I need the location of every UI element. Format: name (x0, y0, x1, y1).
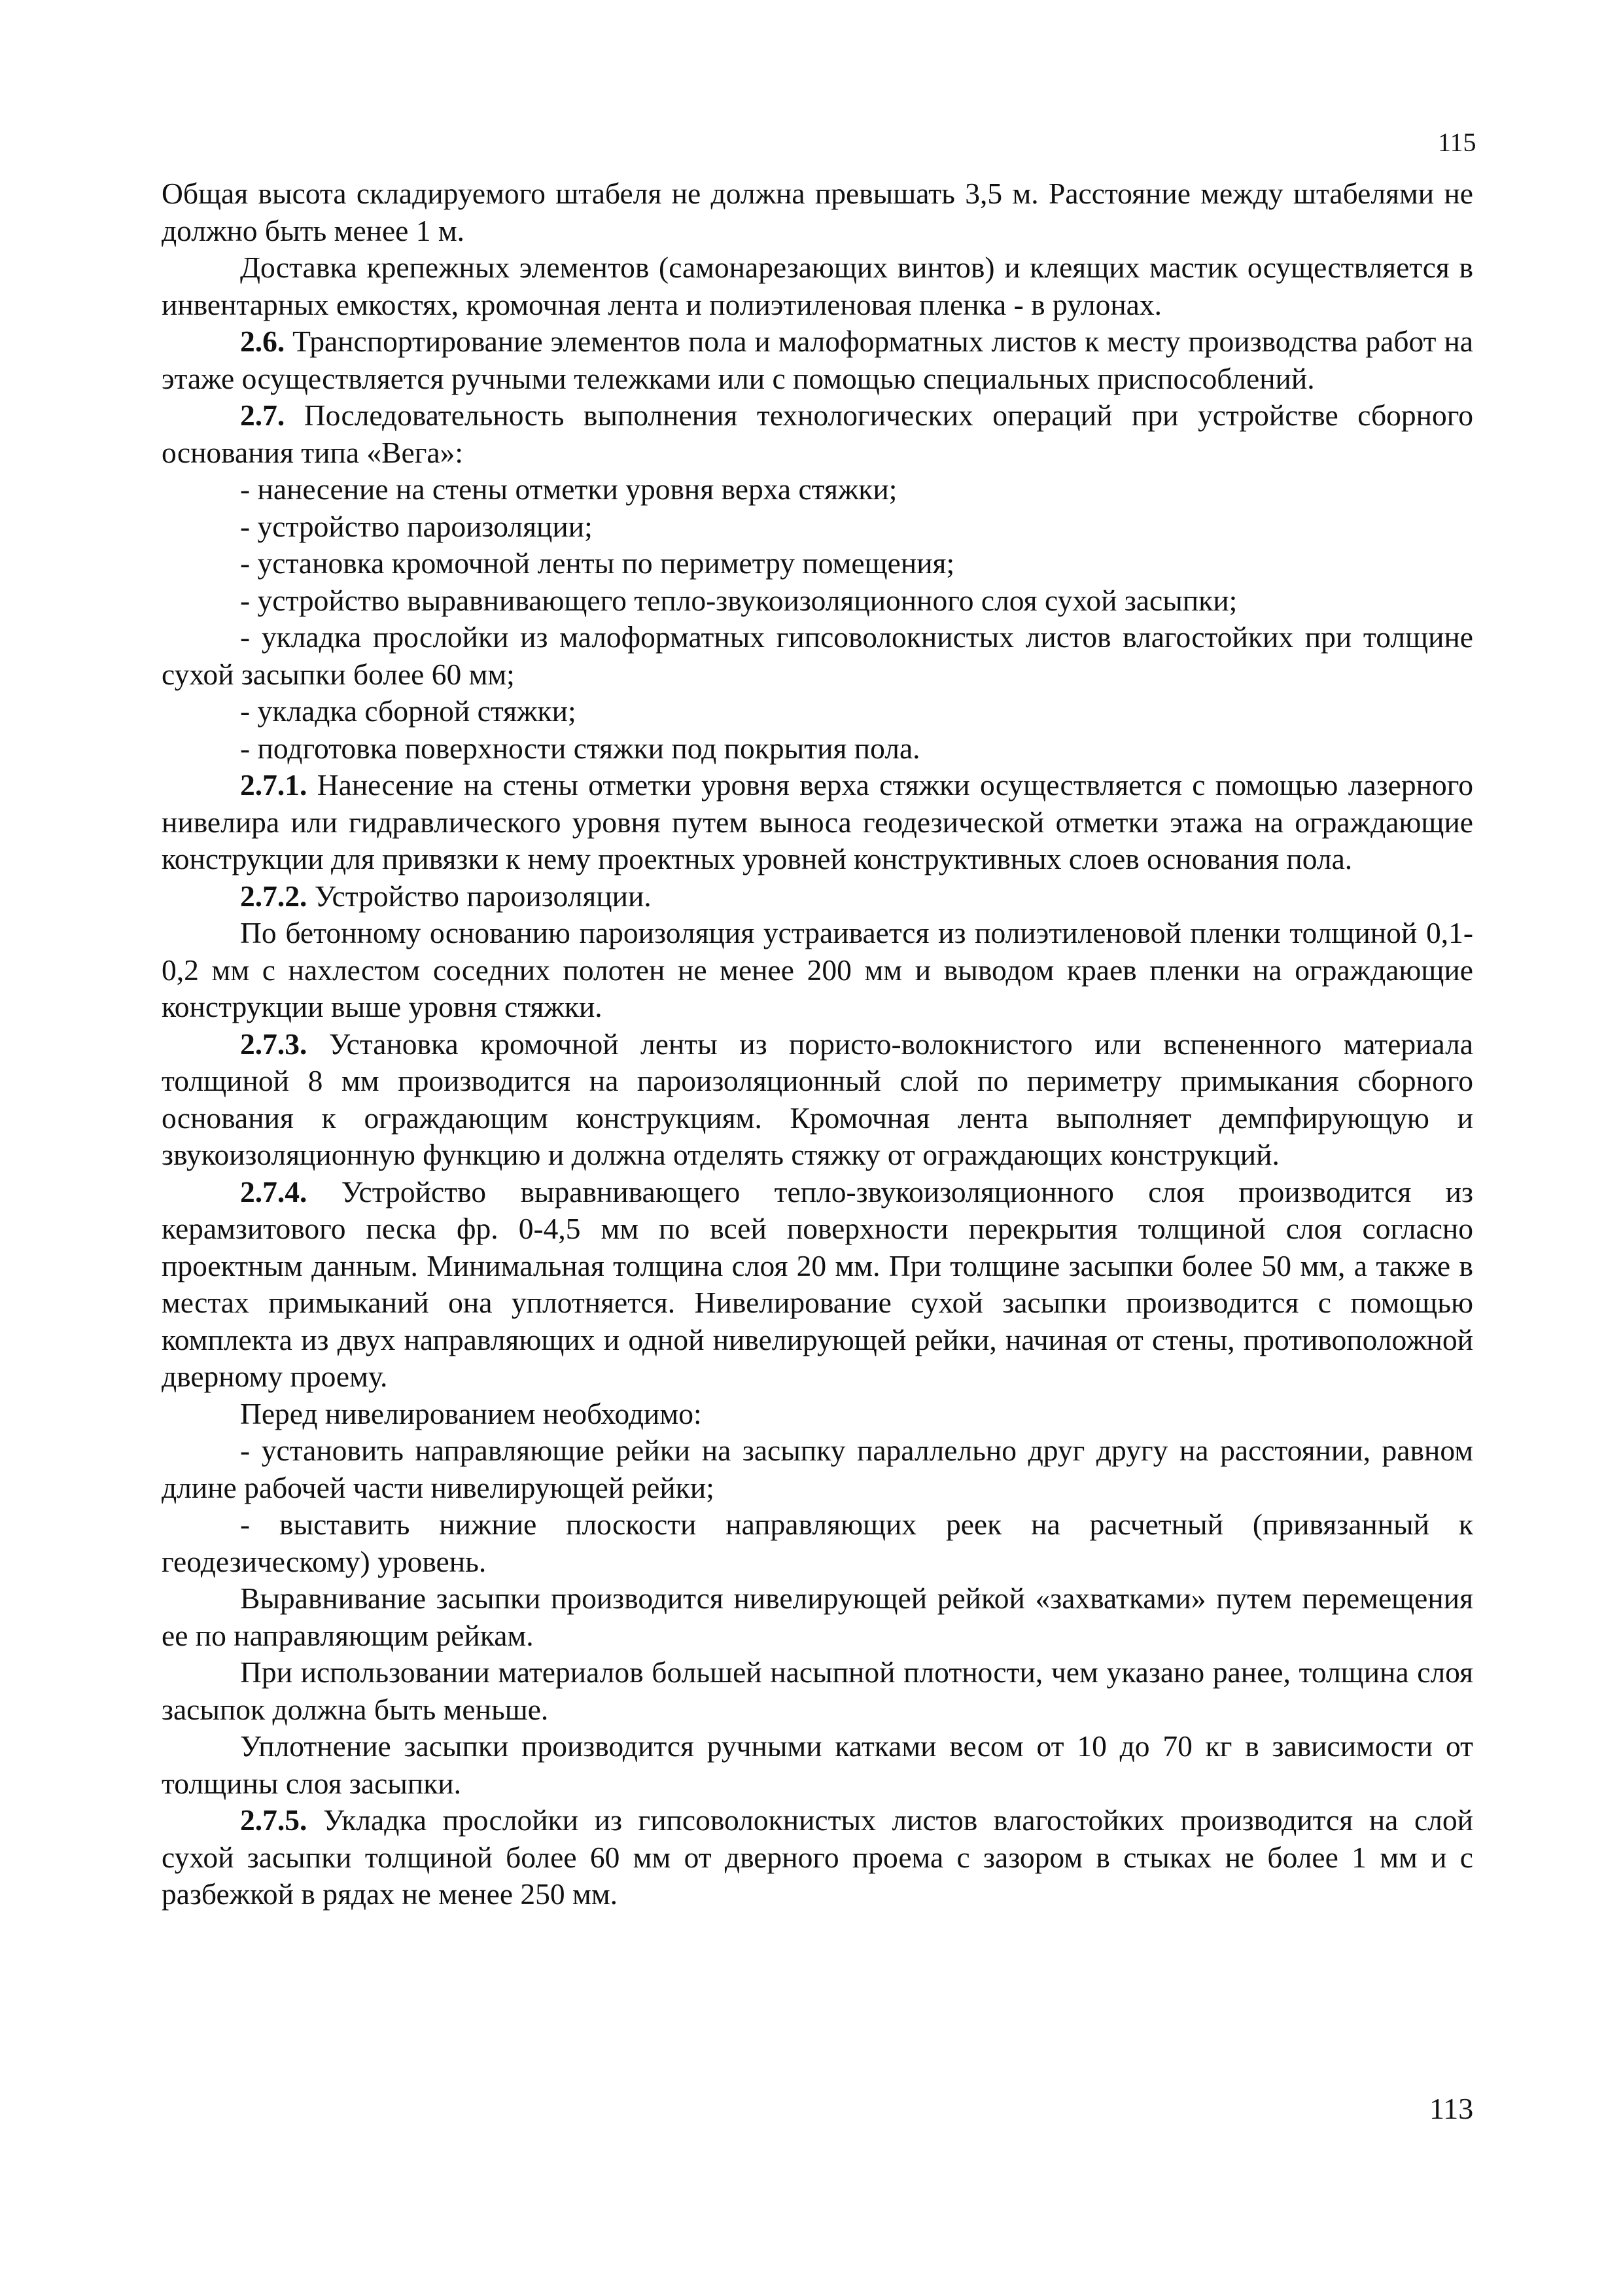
document-body (162, 175, 1473, 1913)
paragraph: Общая высота складируемого штабеля не должна превышать 3,5 м. Расстояние между штабелями не должно быть менее 1 м. (162, 177, 1473, 247)
list-item: - укладка сборной стяжки; (240, 694, 576, 728)
section-text: Нанесение на стены отметки уровня верха стяжки осуществляется с помощью лазерного нивелира или гидравлического уровня путем выноса геодезической отметки этажа на ограждающие конструкции для привязки к нему проектных уровней конструктивных слоев основания пола. (162, 768, 1473, 875)
section-text: Транспортирование элементов пола и малоформатных листов к месту производства работ на этаже осуществляется ручными тележками или с помощью специальных приспособлений. (162, 325, 1473, 395)
paragraph: Перед нивелированием необходимо: (240, 1396, 702, 1430)
section-text: Последовательность выполнения технологических операций при устройстве сборного основания типа «Вега»: (162, 398, 1473, 469)
list-item: - установка кромочной ленты по периметру помещения; (240, 546, 955, 580)
paragraph: Доставка крепежных элементов (самонарезающих винтов) и клеящих мастик осуществляется в инвентарных емкостях, кромочная лента и полиэтиленовая пленка - в рулонах. (162, 251, 1473, 321)
list-item: - устройство пароизоляции; (240, 509, 593, 543)
list-item: - выставить нижние плоскости направляющих реек на расчетный (привязанный к геодезическому) уровень. (162, 1508, 1473, 1578)
section-2-7-2 (162, 878, 1473, 915)
section-number: 2.7. (240, 398, 285, 432)
list-item: - установить направляющие рейки на засыпку параллельно друг другу на расстоянии, равном длине рабочей части нивелирующей рейки; (162, 1434, 1473, 1504)
paragraph: Выравнивание засыпки производится нивелирующей рейкой «захватками» путем перемещения ее по направляющим рейкам. (162, 1581, 1473, 1652)
section-text: Установка кромочной ленты из пористо-волокнистого или вспененного материала толщиной 8 мм производится на пароизоляционный слой по периметру примыкания сборного основания к ограждающим конструкциям. Кромочная лента выполняет демпфирующую и звукоизоляционную функцию и должна отделять стяжку от ограждающих конструкций. (162, 1027, 1473, 1171)
section-2-6 (162, 323, 1473, 397)
paragraph: По бетонному основанию пароизоляция устраивается из полиэтиленовой пленки толщиной 0,1-0,2 мм с нахлестом соседних полотен не менее 200 мм и выводом краев пленки на ограждающие конструкции выше уровня стяжки. (162, 916, 1473, 1023)
paragraph: Уплотнение засыпки производится ручными катками весом от 10 до 70 кг в зависимости от толщины слоя засыпки. (162, 1729, 1473, 1800)
section-number: 2.7.3. (240, 1027, 307, 1061)
section-2-7-3 (162, 1026, 1473, 1174)
section-number: 2.7.2. (240, 879, 307, 913)
section-2-7-4 (162, 1174, 1473, 1396)
page-number-top: 115 (1438, 128, 1476, 157)
paragraph: При использовании материалов большей насыпной плотности, чем указано ранее, толщина слоя засыпок должна быть меньше. (162, 1655, 1473, 1726)
section-number: 2.6. (240, 325, 285, 358)
section-2-7-1 (162, 767, 1473, 878)
section-number: 2.7.5. (240, 1803, 307, 1837)
section-text: Устройство пароизоляции. (307, 879, 652, 913)
list-item: - подготовка поверхности стяжки под покрытия пола. (240, 731, 920, 765)
list-item: - укладка прослойки из малоформатных гипсоволокнистых листов влагостойких при толщине сухой засыпки более 60 мм; (162, 620, 1473, 691)
section-number: 2.7.4. (240, 1174, 307, 1209)
section-text: Укладка прослойки из гипсоволокнистых листов влагостойких производится на слой сухой засыпки толщиной более 60 мм от дверного проема с зазором в стыках не более 1 мм и с разбежкой в рядах не менее 250 мм. (162, 1803, 1473, 1911)
page-number-bottom: 113 (1429, 2092, 1474, 2125)
list-item: - нанесение на стены отметки уровня верха стяжки; (240, 472, 898, 506)
section-number: 2.7.1. (240, 768, 307, 802)
section-2-7 (162, 397, 1473, 471)
list-item: - устройство выравнивающего тепло-звукоизоляционного слоя сухой засыпки; (240, 583, 1238, 617)
section-2-7-5 (162, 1802, 1473, 1913)
section-text: Устройство выравнивающего тепло-звукоизоляционного слоя производится из керамзитового песка фр. 0-4,5 мм по всей поверхности перекрытия толщиной слоя согласно проектным данным. Минимальная толщина слоя 20 мм. При толщине засыпки более 50 мм, а также в местах примыканий она уплотняется. Нивелирование сухой засыпки производится с помощью комплекта из двух направляющих и одной нивелирующей рейки, начиная от стены, противоположной дверному проему. (162, 1174, 1473, 1393)
